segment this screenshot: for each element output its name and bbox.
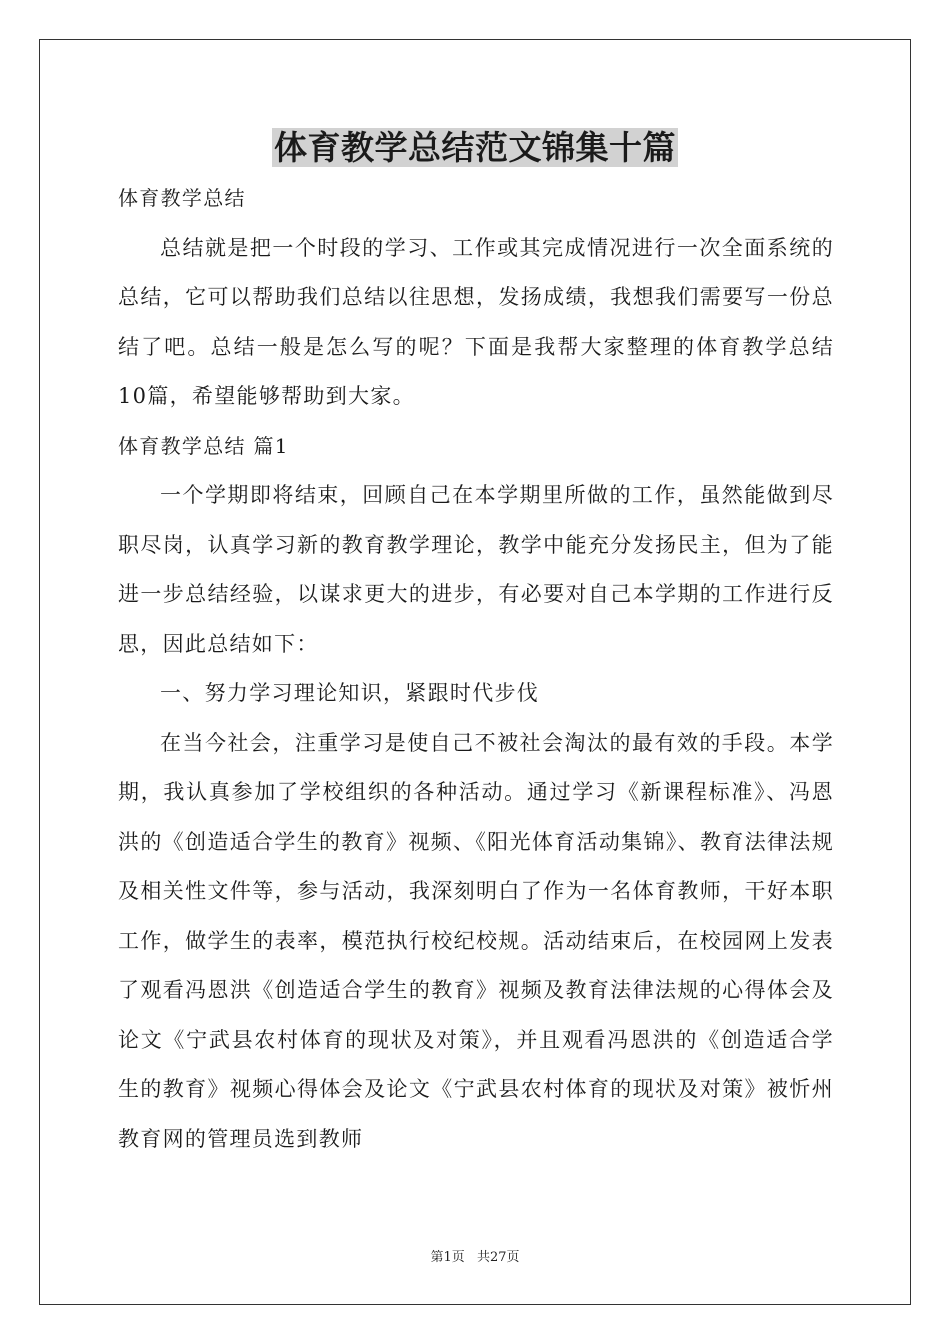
section-heading: 体育教学总结 篇1 (118, 433, 289, 458)
section-heading: 体育教学总结 (118, 186, 246, 210)
page-number: 第1页 (430, 1250, 465, 1265)
body-paragraph: 一个学期即将结束，回顾自己在本学期里所做的工作，虽然能做到尽职尽岗，认真学习新的教育教学理论，教学中能充分发扬民主，但为了能进一步总结经验，以谋求更大的进步，有必要对自己本学期的工作进行反思，因此总结如下： (118, 483, 834, 656)
document-title: 体育教学总结范文锦集十篇 (274, 128, 676, 167)
body-paragraph: 在当今社会，注重学习是使自己不被社会淘汰的最有效的手段。本学期，我认真参加了学校组织的各种活动。通过学习《新课程标准》、冯恩洪的《创造适合学生的教育》视频、《阳光体育活动集锦》、教育法律法规及相关性文件等，参与活动，我深刻明白了作为一名体育教师，干好本职工作，做学生的表率，模范执行校纪校规。活动结束后，在校园网上发表了观看冯恩洪《创造适合学生的教育》视频及教育法律法规的心得体会及论文《宁武县农村体育的现状及对策》，并且观看冯恩洪的《创造适合学生的教育》视频心得体会及论文《宁武县农村体育的现状及对策》被忻州教育网的管理员选到教师 (118, 730, 834, 1151)
page-footer (0, 1246, 950, 1265)
body-paragraph: 总结就是把一个时段的学习、工作或其完成情况进行一次全面系统的总结，它可以帮助我们总结以往思想，发扬成绩，我想我们需要写一份总结了吧。总结一般是怎么写的呢？下面是我帮大家整理的体育教学总结10篇，希望能够帮助到大家。 (118, 235, 834, 408)
page-total: 共27页 (476, 1250, 520, 1265)
body-paragraph: 一、努力学习理论知识，紧跟时代步伐 (160, 681, 540, 705)
document-body (118, 174, 834, 1164)
